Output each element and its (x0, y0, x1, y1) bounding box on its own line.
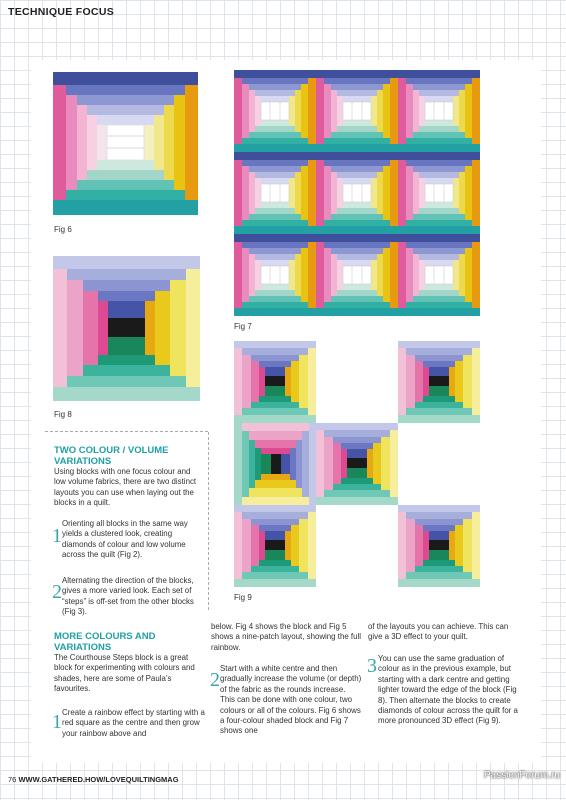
step-number-2: 2 (52, 581, 62, 603)
step-2-text: Alternating the direction of the blocks, gives a more varied look. Each set of “steps” is off-set from the other blocks (Fig 3). (62, 576, 194, 617)
page-footer (8, 775, 179, 784)
fig8-block (53, 256, 200, 401)
intro-paragraph-2: The Courthouse Steps block is a great block for experimenting with colours and shades, here are some of Paula’s favourites. (54, 653, 195, 694)
col3-step-text: You can use the same graduation of colour as in the previous example, but starting with a dark centre and getting lighter toward the edge of the block (Fig 8). Then alternate the blocks to create diamonds of colour across the quilt for a more pronounced 3D effect (Fig 9). (378, 654, 518, 726)
col3-step-number: 3 (367, 655, 377, 677)
page-number: 76 (8, 775, 17, 784)
fig6-caption: Fig 6 (54, 225, 72, 234)
divider-horizontal (45, 431, 208, 432)
fig9-caption: Fig 9 (234, 593, 252, 602)
footer-url[interactable]: WWW.GATHERED.HOW/LOVEQUILTINGMAG (18, 775, 179, 784)
col2-step-number: 2 (210, 669, 220, 691)
col2-continuation: below. Fig 4 shows the block and Fig 5 shows a nine-patch layout, showing the full rainbow. (211, 622, 362, 652)
heading-two-colour: TWO COLOUR / VOLUME VARIATIONS (54, 445, 169, 467)
col3-continuation: of the layouts you can achieve. This can give a 3D effect to your quilt. (368, 622, 509, 642)
divider-vertical (208, 432, 209, 610)
fig7-caption: Fig 7 (234, 322, 252, 331)
intro-paragraph: Using blocks with one focus colour and low volume fabrics, there are two distinct layouts you can use when laying out the blocks in a quilt. (54, 467, 197, 508)
fig8-caption: Fig 8 (54, 410, 72, 419)
step-number-1: 1 (52, 525, 62, 547)
fig6-block (53, 72, 198, 215)
step-1-text: Orienting all blocks in the same way yields a clustered look, creating diamonds of colour and low volume across the quilt (Fig 2). (62, 519, 188, 560)
col2-step-text: Start with a white centre and then gradually increase the volume (or depth) of the fabric as the rounds increase. This can be done with one colour, two colours or all of the colours. Fig 6 shows a four-colour shaded block and Fig 7 shows one (220, 664, 362, 736)
section-title: TECHNIQUE FOCUS (8, 6, 115, 18)
step-number-3: 1 (52, 711, 62, 733)
watermark: PassionForum.ru (483, 770, 560, 781)
step-3-text: Create a rainbow effect by starting with a red square as the centre and then grow your rainbow above and (62, 708, 205, 738)
heading-more-colours: MORE COLOURS AND VARIATIONS (54, 631, 156, 653)
fig9-quilt (234, 341, 480, 587)
fig7-quilt (234, 70, 480, 316)
